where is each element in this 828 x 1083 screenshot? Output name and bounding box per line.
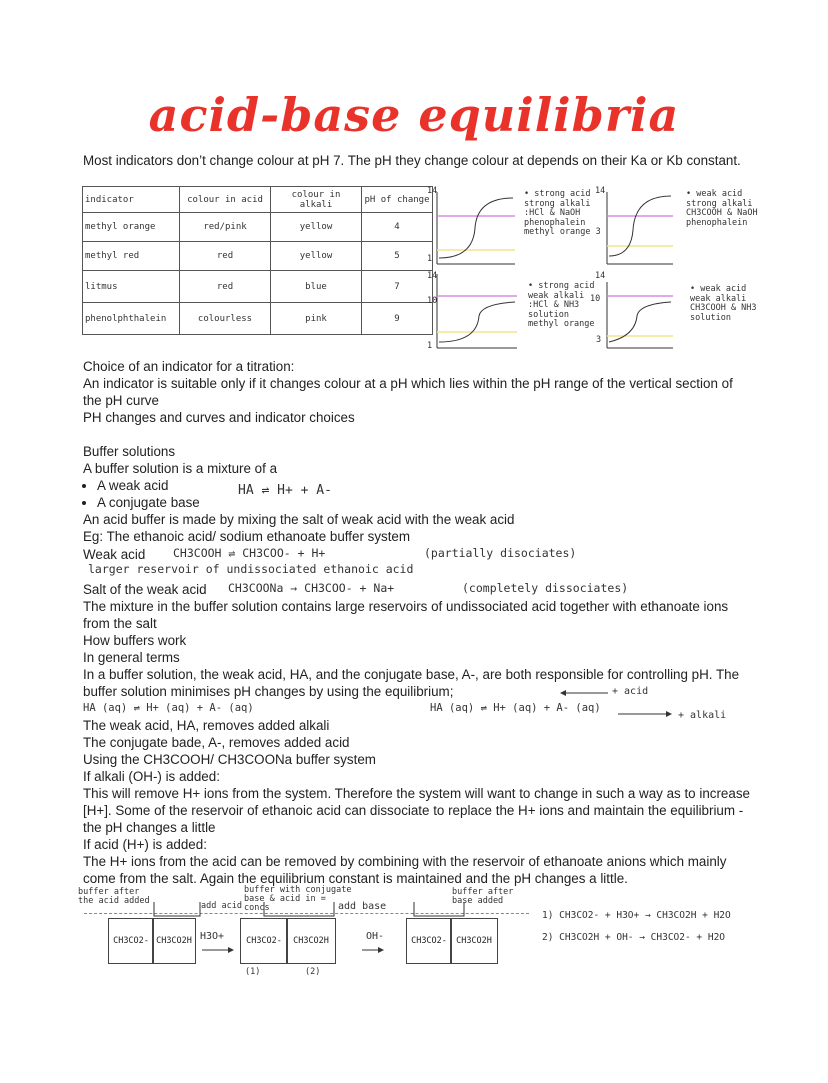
table-cell: 5 — [362, 242, 433, 271]
curve-strong-strong — [437, 192, 515, 264]
table-cell: 4 — [362, 213, 433, 242]
simple-equation: HA ⇌ H+ + A- — [238, 483, 332, 498]
axis-label: 1 — [427, 254, 433, 264]
table-header: colour in alkali — [271, 187, 362, 213]
diagram-label: buffer after base added — [452, 887, 514, 906]
label-num: (1) — [245, 967, 261, 977]
diagram-label: buffer after the acid added — [78, 887, 150, 906]
table-cell: yellow — [271, 242, 362, 271]
table-cell: red/pink — [180, 213, 271, 242]
salt-note: (completely dissociates) — [462, 581, 629, 595]
graph-note: • strong acid weak alkali :HCl & NH3 solution methyl orange — [528, 281, 595, 329]
table-header: indicator — [83, 187, 180, 213]
buffer-bullets — [83, 477, 783, 511]
table-cell: litmus — [83, 271, 180, 303]
table-cell: red — [180, 271, 271, 303]
choice-text: An indicator is suitable only if it changes colour at a pH which lies within the pH range of the vertical section of the pH curve — [83, 376, 733, 408]
buffer-heading: Buffer solutions — [83, 444, 176, 459]
table-cell: methyl orange — [83, 213, 180, 242]
weak-acid-label: Weak acid — [83, 547, 146, 562]
graph-note: • strong acid strong alkali :HCl & NaOH phenophalein methyl orange 3 — [524, 189, 601, 237]
box-base: CH3CO2- — [406, 918, 452, 964]
graph-note: • weak acid strong alkali CH3COOH & NaOH phenophalein — [686, 189, 758, 228]
table-header: colour in acid — [180, 187, 271, 213]
table-header: pH of change — [362, 187, 433, 213]
plus-acid: + acid — [612, 686, 649, 697]
mixture-text: The mixture in the buffer solution contains large reservoirs of undissociated acid together with ethanoate ions from the salt — [83, 599, 729, 631]
curve-weak-weak — [607, 282, 673, 348]
graph-value: 14 — [595, 271, 606, 281]
general-heading: In general terms — [83, 650, 180, 665]
general-text: In a buffer solution, the weak acid, HA, and the conjugate base, A-, are both responsible for controlling pH. The buffer solution minimises pH changes by using the equilibrium; — [83, 667, 740, 699]
reaction-1: 1) CH3CO2- + H3O+ → CH3CO2H + H2O — [542, 910, 731, 921]
table-cell: red — [180, 242, 271, 271]
table-cell: methyl red — [83, 242, 180, 271]
curve-strong-weak — [437, 274, 517, 348]
plus-alkali: + alkali — [678, 710, 727, 721]
reservoir-note: larger reservoir of undissociated ethanoic acid — [88, 562, 414, 576]
table-cell: 7 — [362, 271, 433, 303]
graph-note: • weak acid weak alkali CH3COOH & NH3 solution — [690, 284, 757, 323]
table-cell: yellow — [271, 213, 362, 242]
graph-value: 3 — [596, 335, 602, 345]
buffer-intro — [83, 443, 783, 545]
add-base-label: add base — [338, 901, 387, 912]
axis-label: 14 — [427, 271, 438, 281]
weak-acid-note: (partially disociates) — [424, 546, 577, 560]
how-heading: How buffers work — [83, 633, 187, 648]
intro-text: Most indicators don’t change colour at pH 7. The pH they change colour at depends on their Ka or Kb constant. — [83, 153, 741, 168]
choice-section — [83, 358, 743, 426]
box-base: CH3CO2- — [240, 918, 288, 964]
example-text: Eg: The ethanoic acid/ sodium ethanoate buffer system — [83, 529, 411, 544]
h3o-label: H3O+ — [200, 931, 225, 942]
acid-buffer-text: An acid buffer is made by mixing the salt of weak acid with the weak acid — [83, 512, 515, 527]
add-acid-label: add acid — [201, 901, 242, 911]
box-acid: CH3CO2H — [152, 918, 196, 964]
box-acid: CH3CO2H — [286, 918, 336, 964]
table-cell: colourless — [180, 303, 271, 335]
table-cell: 9 — [362, 303, 433, 335]
buffer-explanation: The weak acid, HA, removes added alkali The conjugate bade, A-, removes added acid Using the CH3COOH/ CH3COONa buffer system If alkali (OH-) is added: This will remove H+ ions from the system. Therefore the system will want to change in such a way as to increase [H+]. Some of the reservoir of ethanoic acid can dissociate to replace the H+ ions and maintain the equilibrium - the pH changes a little If acid (H+) is added: The H+ ions from the acid can be removed by combining with the reservoir of ethanoate anions which mainly come from the salt. Again the equilibrium constant is maintained and the pH changes a little. — [83, 718, 750, 886]
weak-acid-equation: CH3COOH ⇌ CH3COO- + H+ — [173, 546, 326, 560]
salt-label: Salt of the weak acid — [83, 582, 207, 597]
equilibrium-right: HA (aq) ⇌ H+ (aq) + A- (aq) — [430, 702, 601, 714]
diagram-label: buffer with conjugate base & acid in = concs — [244, 885, 352, 913]
graph-value: 14 — [595, 186, 606, 196]
buffer-definition: A buffer solution is a mixture of a — [83, 461, 278, 476]
table-cell: pink — [271, 303, 362, 335]
graph-value: 10 — [590, 294, 601, 304]
oh-label: OH- — [366, 931, 385, 942]
reaction-2: 2) CH3CO2H + OH- → CH3CO2- + H2O — [542, 932, 726, 943]
axis-label: 10 — [427, 296, 438, 306]
equilibrium-left: HA (aq) ⇌ H+ (aq) + A- (aq) — [83, 702, 254, 714]
axis-label: 14 — [427, 186, 438, 196]
table-cell: phenolphthalein — [83, 303, 180, 335]
choice-heading: Choice of an indicator for a titration: — [83, 359, 295, 374]
choice-sub: PH changes and curves and indicator choices — [83, 410, 355, 425]
indicator-table — [82, 186, 433, 335]
list-item: • A weak acid — [97, 477, 783, 494]
axis-label: 1 — [427, 341, 433, 351]
box-base: CH3CO2- — [108, 918, 154, 964]
label-num: (2) — [305, 967, 321, 977]
buffer-body — [83, 598, 743, 700]
salt-equation: CH3COONa → CH3COO- + Na+ — [228, 581, 395, 595]
table-cell: blue — [271, 271, 362, 303]
list-item: • A conjugate base — [97, 494, 783, 511]
page-title: acid-base equilibria — [148, 88, 680, 142]
box-acid: CH3CO2H — [450, 918, 498, 964]
curve-weak-strong — [607, 192, 673, 264]
